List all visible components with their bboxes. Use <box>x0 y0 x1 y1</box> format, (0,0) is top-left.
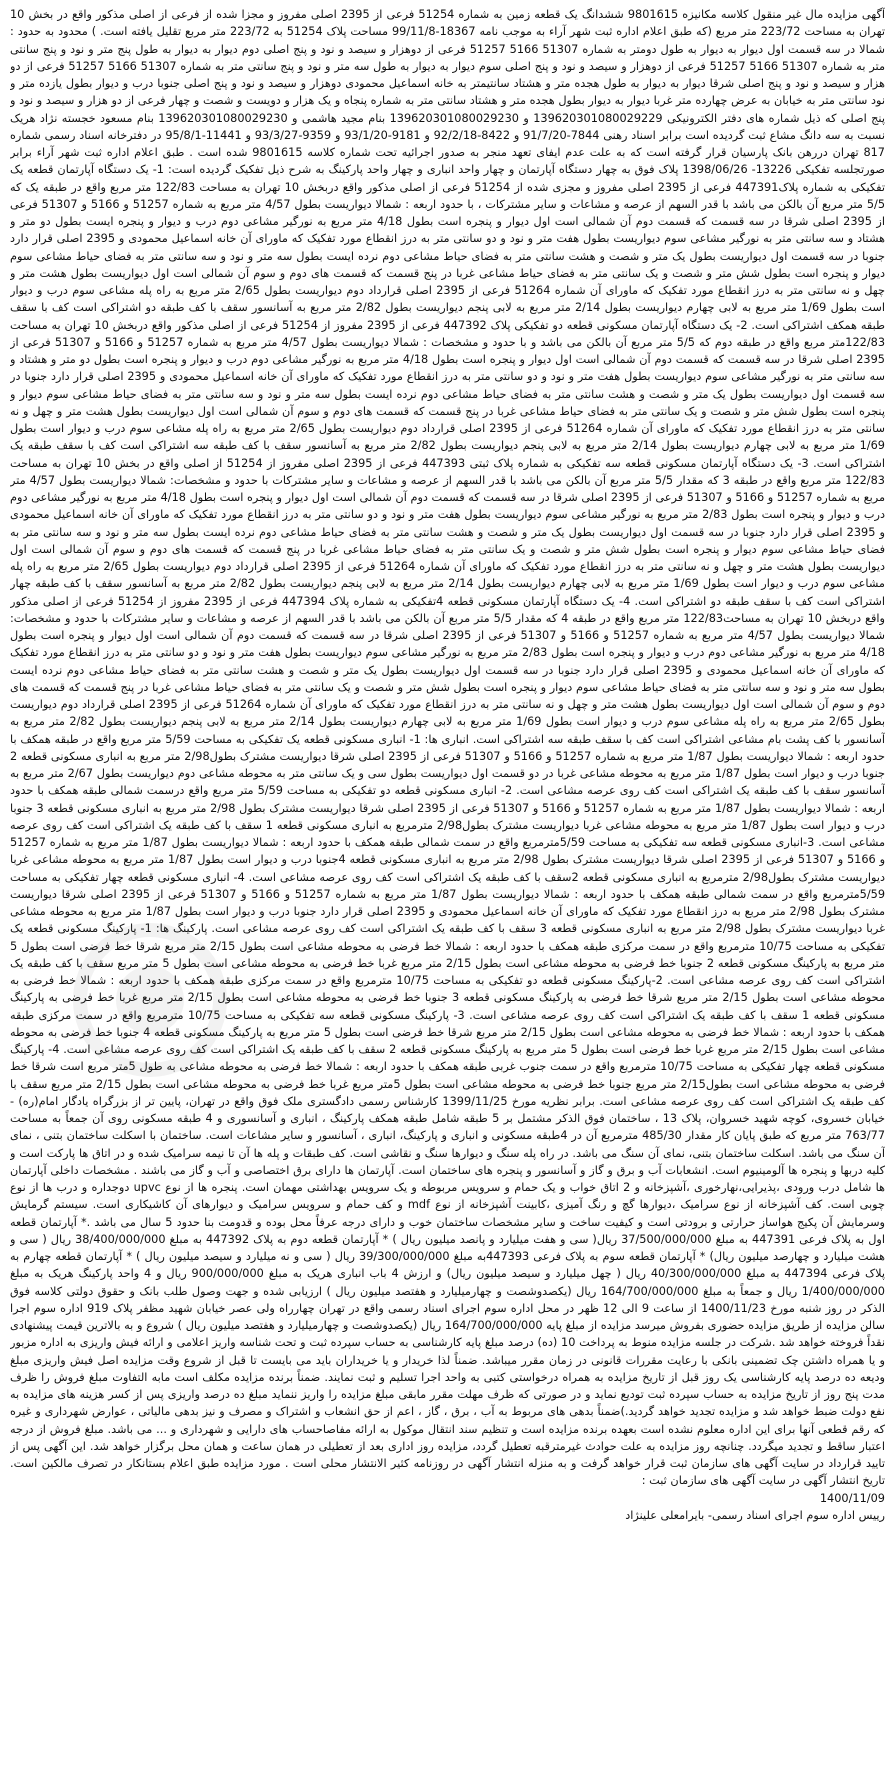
notice-signature-line <box>10 1507 885 1524</box>
signature: رییس اداره سوم اجرای اسناد رسمی- بایرامعلی علینژاد <box>625 1508 885 1522</box>
publication-date: 1400/11/09 <box>819 1491 885 1505</box>
notice-page <box>10 6 885 1766</box>
notice-footer <box>10 1490 885 1507</box>
notice-body: آگهی مزایده مال غیر منقول کلاسه مکانیزه 9801615 ششدانگ یک قطعه زمین به شماره 51254 فرعی از 2395 اصلی مفروز و مجزا شده از فرعی از اصلی مذکور واقع در بخش 10 تهران به مساحت 223/72 متر مربع (که طبق اعلام اداره ثبت شهر آراء به موجب نامه 18367-99/11/8 مساحت پلاک 51254 به 223/72 متر مربع تقلیل یافته است. ) محدود به حدود : شمالا در سه قسمت اول دیوار به دیوار به طول دومتر به شماره 51307 5166 51257 فرعی از دوهزار و سیصد و نود و پنج اصلی دوم دیوار به دیوار به طول پنج متر و نود و پنج سانتی متر به شماره 51307 5166 51257 فرعی از دوهزار و سیصد و نود و پنج اصلی سوم دیوار به دیوار به طول سه متر و نود و پنج سانتی متر به شماره 51307 5166 51257 فرعی از دو هزار و سیصد و نود و پنج اصلی شرقا دیوار به دیوار به طول هجده متر و هشتاد سانتیمتر به خانه اسماعیل محمودی دوهزار و سیصد و نود و پنج اصلی جنوبا درب و دیوار بطول یازده متر و نود سانتی متر به خیابان به عرض چهارده متر غربا دیوار به دیوار بطول هجده متر و هشتاد سانتی متر به شماره پنجاه و یک هزار و دویست و شصت و چهار فرعی از دو هزار و سیصد و نود و پنج اصلی که ذیل شماره های دفتر الکترونیکی 139620301080029229 و 139620301080029230 بنام مجید هاشمی و 139620301080029230 بنام مسعود خجسته نژاد هریک نسبت به سه دانگ مشاع ثبت گردیده است برابر اسناد رهنی 7844-91/7/20 و 8422-92/2/18 و 9181-93/1/20 و 9359-93/3/27 و 11441-95/8/1 در دفترخانه اسناد رسمی شماره 817 تهران دررهن بانک پارسیان قرار گرفته است که به علت عدم ایفای تعهد منجر به صدور اجرائیه تحت شماره کلاسه 9801615 شده است . طبق اعلام اداره ثبت شهر آراء برابر صورتجلسه تفکیکی 13226- 1398/06/26 پلاک فوق به چهار دستگاه آپارتمان و چهار واحد انباری و چهار واحد پارکینگ به شرح ذیل تفکیک گردیده است: 1- یک دستگاه آپارتمان قطعه یک تفکیکی به شماره پلاک447391 فرعی از 2395 اصلی مفروز و مجزی شده از 51254 فرعی از اصلی مذکور واقع دربخش 10 تهران به مساحت 122/83 متر مربع واقع در طبقه یک که 5/5 متر مربع آن بالکن می باشد با قدر السهم از عرصه و مشاعات و سایر مشترکات ، با حدود اربعه : شمالا دیواریست بطول 4/57 متر مربع به شماره 51257 و 5166 و 51307 فرعی از 2395 اصلی شرقا در سه قسمت که قسمت دوم آن شمالی است اول دیوار و پنجره است بطول 4/18 متر مربع به نورگیر مشاعی دوم درب و دیوار و پنجره ایست بطول دو متر و هشتاد و سه سانتی متر به نورگیر مشاعی سوم دیواریست بطول هفت متر و نود و دو سانتی متر به درز انقطاع مورد تفکیک که ماورای آن خانه اسماعیل محمودی و 2395 اصلی قرار دارد جنوبا در سه قسمت اول دیواریست بطول یک متر و شصت و هشت سانتی متر به فضای حیاط مشاعی دوم نرده ایست بطول سه متر و نود و سه سانتی متر به فضای حیاط مشاعی سوم دیوار و پنجره است بطول شش متر و شصت و یک سانتی متر به فضای حیاط مشاعی غربا در پنج قسمت که قسمت های دوم و سوم آن شمالی است اول دیواریست بطول هشت متر و چهل و نه سانتی متر به درز انقطاع مورد تفکیک که ماورای آن شماره 51264 فرعی از 2395 اصلی قرارداد دوم دیواریست بطول 2/65 متر مربع به راه پله مشاعی سوم درب و دیوار است بطول 1/69 متر مربع به لابی چهارم دیواریست بطول 2/14 متر مربع به لابی پنجم دیواریست بطول 2/82 متر مربع به آسانسور سقف با کف طبقه دو اشتراکی است کف با سقف طبقه همکف اشتراکی است. 2- یک دستگاه آپارتمان مسکونی قطعه دو تفکیکی پلاک 447392 فرعی از 2395 مفروز از 51254 فرعی از اصلی مذکور واقع دربخش 10 تهران به مساحت 122/83متر مربع واقع در طبقه دوم که 5/5 متر مربع آن بالکن می باشد و با حدود و مشخصات : شمالا دیواریست بطول 4/57 متر مربع به شماره 51257 و 5166 و 51307 فرعی از 2395 اصلی شرقا در سه قسمت که قسمت دوم آن شمالی است اول دیوار و پنجره است بطول 4/18 متر مربع به نورگیر مشاعی دوم درب و دیوار و پنجره است بطول دو متر و هشتاد و سه سانتی متر به نورگیر مشاعی سوم دیواریست بطول هفت متر و نود و دو سانتی متر به درز انقطاع مورد تفکیک که ماورای آن خانه اسماعیل محمودی و 2395 اصلی قرار دارد جنوبا در سه قسمت اول دیواریست بطول یک متر و شصت و هشت سانتی متر به فضای حیاط مشاعی دوم نرده ایست بطول سه متر و نود و سه سانتی متر به فضای حیاط مشاعی سوم دیوار و پنجره است بطول شش متر و شصت و یک سانتی متر به فضای حیاط مشاعی غربا در پنج قسمت که قسمت های دوم و سوم آن شمالی است اول دیواریست بطول هشت متر و چهل و نه سانتی متر به درز انقطاع مورد تفکیک که ماورای آن شماره 51264 فرعی از 2395 اصلی قرارداد دوم دیواریست بطول 2/65 متر مربع به راه پله مشاعی سوم درب و دیوار است بطول 1/69 متر مربع به لابی چهارم دیواریست بطول 2/14 متر مربع به لابی پنجم دیواریست بطول 2/82 متر مربع به آسانسور سقف با کف طبقه سه اشتراکی است کف با سقف طبقه یک اشتراکی است. 3- یک دستگاه آپارتمان مسکونی قطعه سه تفکیکی به شماره پلاک ثبتی 447393 فرعی از 2395 اصلی مفروز از 51254 از اصلی واقع در بخش 10 تهران به مساحت 122/83 متر مربع واقع در طبقه 3 که مقدار 5/5 متر مربع آن بالکن می باشد با قدر السهم از عرصه و مشاعات و سایر مشترکات با حدود و مشخصات: شمالا دیواریست بطول 4/57 متر مربع به شماره 51257 و 5166 و 51307 فرعی از 2395 اصلی شرقا در سه قسمت که قسمت دوم آن شمالی است اول دیوار و پنجره است بطول 4/18 متر مربع به نورگیر مشاعی دوم درب و دیوار و پنجره است بطول 2/83 متر مربع به نورگیر مشاعی سوم دیواریست بطول هفت متر و نود و دو سانتی متر به درز انقطاع مورد تفکیک که ماورای آن خانه اسماعیل محمودی و 2395 اصلی قرار دارد جنوبا در سه قسمت اول دیواریست بطول یک متر و شصت و هشت سانتی متر به فضای حیاط مشاعی دوم نرده ایست بطول سه متر و نود و سه سانتی متر به فضای حیاط مشاعی سوم دیوار و پنجره است بطول شش متر و شصت و یک سانتی متر به فضای حیاط مشاعی غربا در پنج قسمت که قسمت های دوم و سوم آن شمالی است اول دیواریست بطول هشت متر و چهل و نه سانتی متر به درز انقطاع مورد تفکیک که ماورای آن شماره 51264 فرعی از 2395 اصلی قرارداد دوم دیواریست بطول 2/65 متر مربع به راه پله مشاعی سوم درب و دیوار است بطول 1/69 متر مربع به لابی چهارم دیواریست بطول 2/14 متر مربع به لابی پنجم دیواریست بطول 2/82 متر مربع به آسانسور سقف با کف طبقه چهار اشتراکی است کف با سقف طبقه دو اشتراکی است. 4- یک دستگاه آپارتمان مسکونی قطعه 4تفکیکی به شماره پلاک 447394 فرعی از 2395 مفروز از 51254 فرعی از اصلی مذکور واقع دربخش 10 تهران به مساحت122/83 متر مربع واقع در طبقه 4 که مقدار 5/5 متر مربع آن بالکن می باشد با قدر السهم از عرصه و مشاعات و سایر مشترکات با حدود و مشخصات: شمالا دیواریست بطول 4/57 متر مربع به شماره 51257 و 5166 و 51307 فرعی از 2395 اصلی شرقا در سه قسمت که قسمت دوم آن شمالی است اول دیوار و پنجره است بطول 4/18 متر مربع به نورگیر مشاعی دوم درب و دیوار و پنجره است بطول 2/83 متر مربع به نورگیر مشاعی سوم دیواریست بطول هفت متر و نود و دو سانتی متر به درز انقطاع مورد تفکیک که ماورای آن خانه اسماعیل محمودی و 2395 اصلی قرار دارد جنوبا در سه قسمت اول دیواریست بطول یک متر و شصت و هشت سانتی متر به فضای حیاط مشاعی دوم نرده ایست بطول سه متر و نود و سه سانتی متر به فضای حیاط مشاعی سوم دیوار و پنجره است بطول شش متر و شصت و یک سانتی متر به فضای حیاط مشاعی غربا در پنج قسمت که قسمت های دوم و سوم آن شمالی است اول دیواریست بطول هشت متر و چهل و نه سانتی متر به درز انقطاع مورد تفکیک که ماورای آن شماره 51264 فرعی از 2395 اصلی قرارداد دوم دیواریست بطول 2/65 متر مربع به راه پله مشاعی سوم درب و دیوار است بطول 1/69 متر مربع به لابی چهارم دیواریست بطول 2/14 متر مربع به لابی پنجم دیواریست بطول 2/82 متر مربع به آسانسور با کف پشت بام مشاعی اشتراکی است کف با سقف طبقه سه اشتراکی است. انباری ها: 1- انباری مسکونی قطعه یک تفکیکی به مساحت 5/59 متر مربع واقع در طبقه همکف با حدود اربعه : شمالا دیواریست بطول 1/87 متر مربع به شماره 51257 و 5166 و 51307 فرعی از 2395 اصلی شرقا دیواریست مشترک بطول2/98 متر مربع به انباری مسکونی قطعه 2 جنوبا درب و دیوار است بطول 1/87 متر مربع به محوطه مشاعی غربا در دو قسمت اول دیواریست بطول سی و یک سانتی متر به محوطه مشاعی دوم دیواریست بطول 2/67 متر مربع به آسانسور سقف با کف طبقه یک اشتراکی است کف روی عرصه مشاعی است. 2- انباری مسکونی قطعه دو تفکیکی به مساحت 5/59 متر مربع واقع درسمت شمالی طبقه همکف با حدود اربعه : شمالا دیواریست بطول 1/87 متر مربع به شماره 51257 و 5166 و 51307 فرعی از 2395 اصلی شرقا دیواریست مشترک بطول 2/98 متر مربع به انباری مسکونی قطعه 3 جنوبا درب و دیوار است بطول 1/87 متر مربع به محوطه مشاعی غربا دیواریست مشترک بطول2/98 مترمربع به انباری مسکونی قطعه 1 سقف با کف طبقه یک اشتراکی است کف روی عرصه مشاعی است. 3-انباری مسکونی قطعه سه تفکیکی به مساحت 5/59مترمربع واقع در سمت شمالی طبقه همکف با حدود اربعه : شمالا دیواریست بطول 1/87 متر مربع به شماره 51257 و 5166 و 51307 فرعی از 2395 اصلی شرقا دیواریست مشترک بطول 2/98 متر مربع به انباری مسکونی قطعه 4جنوبا درب و دیوار است بطول 1/87 متر مربع به محوطه مشاعی غربا دیواریست مشترک بطول2/98 مترمربع به انباری مسکونی قطعه 2سقف با کف طبقه یک اشتراکی است کف روی عرصه مشاعی است. 4- انباری مسکونی قطعه چهار تفکیکی به مساحت 5/59مترمربع واقع در سمت شمالی طبقه همکف با حدود اربعه : شمالا دیواریست بطول 1/87 متر مربع به شماره 51257 و 5166 و 51307 فرعی از 2395 اصلی شرقا دیواریست مشترک بطول 2/98 متر مربع به درز انقطاع مورد تفکیک که ماورای آن خانه اسماعیل محمودی و 2395 اصلی قرار دارد جنوبا درب و دیوار است بطول 1/87 متر مربع به محوطه مشاعی غربا دیواریست مشترک بطول 2/98 متر مربع به انباری مسکونی قطعه 3 سقف با کف طبقه یک اشتراکی است کف روی عرصه مشاعی است. پارکینگ ها: 1- پارکینگ مسکونی قطعه یک تفکیکی به مساحت 10/75 مترمربع واقع در سمت مرکزی طبقه همکف با حدود اربعه : شمالا خط فرضی به محوطه مشاعی است بطول 2/15 متر مربع شرقا خط فرضی است بطول 5 متر مربع به پارکینگ مسکونی قطعه 2 جنوبا خط فرضی به محوطه مشاعی است بطول 2/15 متر مربع غربا خط فرضی به محوطه مشاعی است بطول 5 متر مربع سقف با کف طبقه یک اشتراکی است کف روی عرصه مشاعی است. 2-پارکینگ مسکونی قطعه دو تفکیکی به مساحت 10/75 مترمربع واقع در سمت مرکزی طبقه همکف با حدود اربعه : شمالا خط فرضی به محوطه مشاعی است بطول 2/15 متر مربع شرقا خط فرضی به پارکینگ مسکونی قطعه 3 جنوبا خط فرضی به محوطه مشاعی است بطول 2/15 متر مربع غربا خط فرضی به پارکینگ مسکونی قطعه 1 سقف با کف طبقه یک اشتراکی است کف روی عرصه مشاعی است. 3- پارکینگ مسکونی قطعه سه تفکیکی به مساحت 10/75 مترمربع واقع در سمت مرکزی طبقه همکف با حدود اربعه : شمالا خط فرضی به محوطه مشاعی است بطول 2/15 متر مربع شرقا خط فرضی است بطول 5 متر مربع به پارکینگ مسکونی قطعه 4 جنوبا خط فرضی به محوطه مشاعی است بطول 2/15 متر مربع غربا خط فرضی است بطول 5 متر مربع به پارکینگ مسکونی قطعه 2 سقف با کف طبقه یک اشتراکی است کف روی عرصه مشاعی است. 4- پارکینگ مسکونی قطعه چهار تفکیکی به مساحت 10/75 مترمربع واقع در سمت جنوب غربی طبقه همکف با حدود اربعه : شمالا خط فرضی به محوطه مشاعی به طول 5متر مربع است شرقا خط فرضی به محوطه مشاعی است بطول2/15 متر مربع جنوبا خط فرضی به محوطه مشاعی است بطول 5متر مربع غربا خط فرضی به محوطه مشاعی است بطول 2/15 متر مربع سقف با کف طبقه یک اشتراکی است کف روی عرصه مشاعی است. برابر نظریه مورخ 1399/11/25 کارشناس رسمی دادگستری ملک فوق واقع در تهران، پایین تر از بزرگراه یادگار امام(ره) - خیابان خسروی، کوچه شهید خسروان، پلاک 13 ، ساختمان فوق الذکر مشتمل بر 5 طبقه شامل طبقه همکف پارکینگ ، انباری و آسانسوری و 4 طبقه مسکونی روی آن جمعاً به مساحت 763/77 متر مربع که طبق پایان کار مقدار 485/30 مترمربع آن در 4طبقه مسکونی و انباری و پارکینگ، انباری ، آسانسور و سایر مشاعات است. ساختمان با اسکلت ساختمان بتنی ، نمای آن سنگ می باشد. اسکلت ساختمان بتنی، نمای آن سنگ می باشد. در راه پله سنگ و دیوارها سنگ و نقاشی است. کف طبقات و پله ها آن تا نیمه سرامیک شده و در اتاق ها پارکت است و کلیه دربها و پنجره ها آلومینیوم است. انشعابات آب و برق و گاز و آسانسور و پنجره های ساختمان است. آپارتمان ها دارای برق اختصاصی و آب و گاز می باشند . مشخصات داخلی آپارتمان ها شامل درب ورودی ،پذیرایی،نهارخوری ،آشپزخانه و 2 اتاق خواب و یک حمام و سرویس مربوطه و یک سرویس بهداشتی مهمان است. پنجره ها از نوع upvc دوجداره و درب ها از نوع چوبی است. کف آشپزخانه از نوع سرامیک ،دیوارها گچ و رنگ آمیزی ،کابینت آشپزخانه از نوع mdf و کف حمام و سرویس سرامیک و دیوارهای آن کاشیکاری است. سیستم گرمایش وسرمایش آن پکیج هواساز حرارتی و برودتی است و کیفیت ساخت و سایر مشخصات ساختمان خوب و دارای درجه عرفاً محل بوده و قدومت بنا حدود 5 سال می باشد .* آپارتمان قطعه اول به پلاک فرعی 447391 به مبلغ 37/500/000/000 ریال( سی و هفت میلیارد و پانصد میلیون ریال ) * آپارتمان قطعه دوم به پلاک 447392 به مبلغ 38/400/000/000 ریال ( سی و هشت میلیارد و چهارصد میلیون ریال) * آپارتمان قطعه سوم به پلاک فرعی 447393به مبلغ 39/300/000/000 ریال ( سی و نه میلیارد و سیصد میلیون ریال ) * آپارتمان قطعه چهارم به پلاک فرعی 447394 به مبلغ 40/300/000/000 ریال ( چهل میلیارد و سیصد میلیون ریال) و ارزش 4 باب انباری هریک به مبلغ 900/000/000 ریال و 4 واحد پارکینگ هریک به مبلغ 1/400/000/000 ریال و جمعاً به مبلغ 164/700/000/000 ریال (یکصدوشصت و چهارمیلیارد و هفتصد میلیون ریال ) ارزیابی شده و جهت وصول طلب بانک و حقوق دولتی کلاسه فوق الذکر در روز شنبه مورخ 1400/11/23 از ساعت 9 الی 12 ظهر در محل اداره سوم اجرای اسناد رسمی واقع در تهران چهارراه ولی عصر خیابان شهید مظفر پلاک 919 اداره سوم اجرا سالن مزایده از طریق مزایده حضوری بفروش میرسد مزایده از مبلغ پایه 164/700/000/000 ریال (یکصدوشصت و چهارمیلیارد و هفتصد میلیون ریال ) شروع و به بالاترین قیمت پیشنهادی نقداً فروخته خواهد شد .شرکت در جلسه مزایده منوط به پرداخت 10 (ده) درصد مبلغ پایه کارشناسی به حساب سپرده ثبت و تحت شناسه واریز اعلامی و ارائه فیش واریزی به اداره مزبور و یا همراه داشتن چک تضمینی بانکی با رعایت مقررات قانونی در زمان مقرر میباشد. ضمناً لذا خریدار و یا خریداران باید می بایست تا قبل از شروع وقت مزایده اصل فیش واریزی مبلغ ودیعه ده درصد پایه کارشناسی یک روز قبل از تاریخ مزایده به همراه درخواستی کتبی به واحد اجرا تسلیم و ثبت نمایند. ضمناً برنده مزایده مکلف است مابه التفاوت مبلغ فروش را ظرف مدت پنج روز از تاریخ مزایده به حساب سپرده ثبت تودیع نماید و در صورتی که ظرف مهلت مقرر مابقی مبلغ مزایده را واریز ننماید مبلغ ده درصد واریزی پس از کسر هزینه های مزایده به نفع دولت ضبط خواهد شد و مزایده تجدید خواهد گردید.)ضمناً بدهی های مربوط به آب ، برق ، گاز ، اعم از حق انشعاب و اشتراک و مصرف و نیز بدهی مالیاتی ، عوارض شهرداری و غیره که رقم قطعی آنها برای این اداره معلوم نشده است بعهده برنده مزایده است و تنظیم سند انتقال موکول به ارائه مفاصاحساب های دارایی و شهرداری و ... می باشد. مبلغ فروش از درجه اعتبار ساقط و تجدید میگردد. چنانچه روز مزایده به علت حوادث غیرمترقبه تعطیل گردد، مزایده روز اداری بعد از تعطیلی در همان ساعت و همان محل برگزار خواهد شد. این آگهی پس از تایید قرارداد در سایت آگهی های سازمان ثبت قرار خواهد گرفت و به منزله انتشار آگهی در روزنامه کثیر الانتشار محلی است . مورد مزایده طبق اعلام بستانکار در تصرف مالکین است. تاریخ انتشار آگهی در سایت آگهی های سازمان ثبت : <box>10 8 885 1488</box>
